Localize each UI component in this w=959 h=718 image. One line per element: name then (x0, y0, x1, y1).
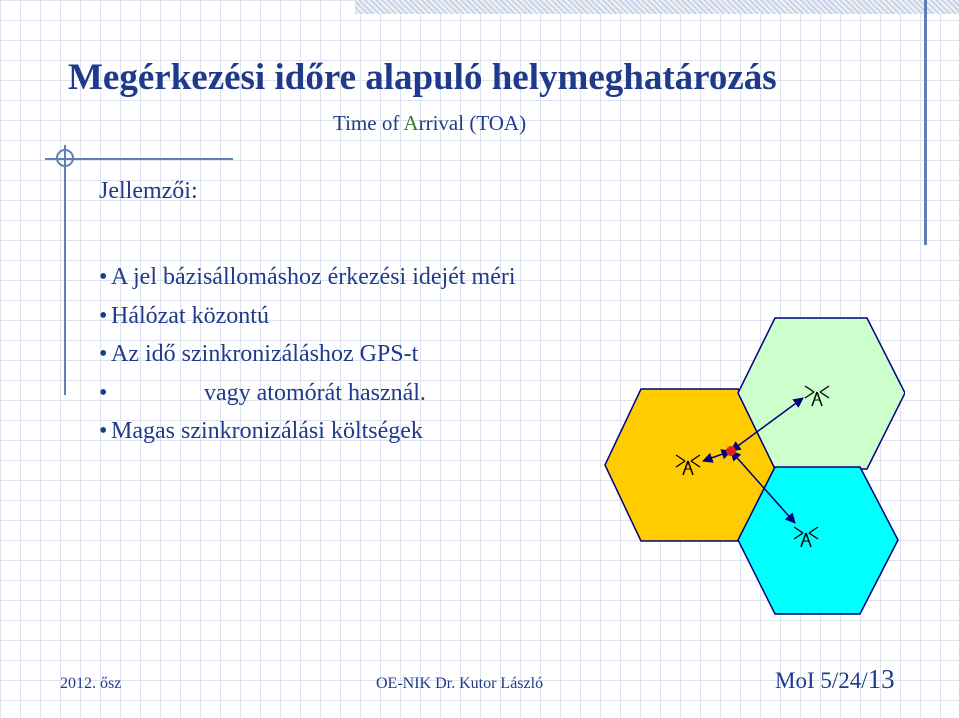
bullet-item (99, 297, 516, 336)
mobile-station-icon (726, 446, 736, 456)
bullet-marker: • (99, 302, 108, 329)
header-pattern-band (355, 0, 959, 14)
footer-page-number (775, 664, 895, 695)
bullet-marker: • (99, 341, 108, 367)
bullet-item (99, 412, 516, 451)
decor-ring (56, 149, 74, 167)
page-num: 13 (867, 664, 895, 694)
bullet-item (99, 374, 516, 413)
bullet-list (99, 258, 516, 451)
slide-subtitle (333, 111, 526, 136)
footer-author: OE-NIK Dr. Kutor László (376, 675, 544, 692)
page-prefix: MoI 5/24/ (775, 668, 868, 693)
footer-date: 2012. ősz (60, 675, 122, 692)
section-label: Jellemzői: (99, 178, 198, 204)
bullet-text: A jel bázisállomáshoz érkezési idejét méri (111, 264, 516, 290)
bullet-marker: • (99, 379, 108, 406)
bullet-text: Magas szinkronizálási költségek (111, 418, 423, 444)
right-rule (924, 0, 927, 245)
bullet-item (99, 335, 516, 374)
bullet-text: Hálózat közontú (111, 302, 269, 329)
bullet-text: vagy atomórát használ. (204, 379, 426, 406)
subtitle-text-1: Time of (333, 111, 404, 135)
bullet-item (99, 258, 516, 297)
subtitle-text-2: rrival (TOA) (418, 111, 527, 135)
toa-cell-diagram (600, 315, 905, 615)
decor-vertical-line (64, 145, 66, 395)
subtitle-highlight: A (403, 111, 419, 135)
bullet-marker: • (99, 264, 108, 290)
slide-title: Megérkezési időre alapuló helymeghatározás (68, 57, 777, 98)
bullet-text: Az idő szinkronizáláshoz GPS-t (111, 341, 419, 367)
bullet-marker: • (99, 418, 108, 444)
